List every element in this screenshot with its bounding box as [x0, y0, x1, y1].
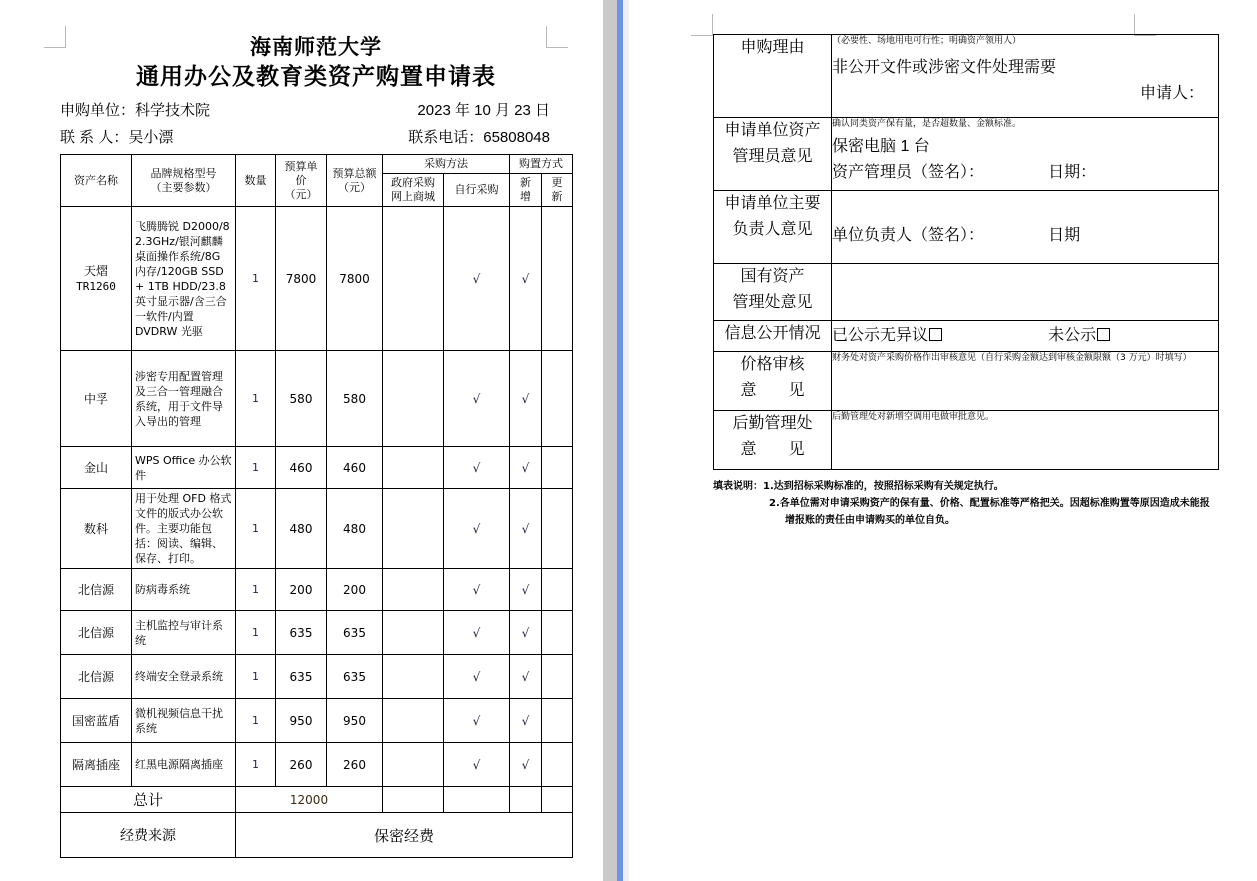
th-gov-mall: [383, 174, 444, 207]
cell-logistics: [832, 411, 1219, 470]
cell-asset-name: [61, 655, 132, 699]
page-title: [60, 34, 572, 91]
value-purchase-reason: 非公开文件或涉密文件处理需要: [832, 59, 1057, 76]
th-purchase-method: 采购方法: [383, 155, 510, 174]
asset-name-line1: 金山: [83, 460, 108, 475]
total-row: [61, 787, 573, 813]
th-renew-line2: 新: [551, 190, 563, 203]
th-unit-price-line2: 价: [295, 173, 307, 187]
cell-self-purchase: √: [444, 207, 510, 351]
cell-disclosure: [832, 321, 1219, 352]
cell-renew: [542, 489, 573, 569]
cell-total-price: 200: [327, 569, 383, 611]
th-spec-line1: 品牌规格型号: [150, 166, 217, 180]
cell-renew: [542, 655, 573, 699]
cell-quantity: 1: [236, 447, 276, 489]
label-purchase-reason: 申购理由: [714, 35, 832, 118]
page-divider: [603, 0, 629, 881]
label-applicant-signature: 申请人：: [1139, 85, 1204, 102]
cell-renew: [542, 743, 573, 787]
cell-state-asset-office: [832, 264, 1219, 321]
label-unit-leader-opinion: [714, 191, 832, 264]
label-asset-admin-date: 日期：: [1048, 164, 1097, 181]
cell-unit-leader-opinion: [832, 191, 1219, 264]
instructions-item-1: 1.达到招标采购标准的，按照招标采购有关规定执行。: [763, 481, 1004, 492]
cell-gov-mall: [383, 351, 444, 447]
cell-unit-price: 635: [276, 611, 327, 655]
cell-renew: [542, 351, 573, 447]
cell-purchase-reason: [832, 35, 1219, 118]
cell-new: √: [510, 655, 542, 699]
th-spec-model: [132, 155, 236, 207]
cell-spec-model: WPS Office 办公软件: [132, 447, 236, 489]
table-row: [61, 207, 573, 351]
cell-quantity: 1: [236, 743, 276, 787]
form-instructions: [713, 478, 1218, 529]
label-logistics-line2: 意 见: [740, 441, 805, 458]
cell-asset-name: [61, 569, 132, 611]
option-not-published-label: 未公示: [1048, 327, 1097, 344]
cell-self-purchase: √: [444, 611, 510, 655]
label-unit-leader-signature: 单位负责人（签名）：: [832, 227, 985, 244]
asset-name-line1: 北信源: [77, 669, 114, 684]
table-row: [61, 699, 573, 743]
th-total-price-line2: （元）: [338, 180, 371, 194]
table-row: [61, 351, 573, 447]
th-gov-mall-line2: 网上商城: [391, 190, 435, 203]
label-unit-leader-date: 日期: [1048, 227, 1081, 244]
cell-renew: [542, 699, 573, 743]
fund-source-row: [61, 813, 573, 858]
row-disclosure: [714, 321, 1219, 352]
asset-table-body: [61, 207, 573, 787]
cell-quantity: 1: [236, 569, 276, 611]
cell-new: √: [510, 351, 542, 447]
th-unit-price-line1: 预算单: [284, 159, 318, 173]
cell-gov-mall: [383, 611, 444, 655]
approval-table: [713, 34, 1219, 470]
th-quantity: 数量: [236, 155, 276, 207]
cell-new: √: [510, 569, 542, 611]
th-asset-name: 资产名称: [61, 155, 132, 207]
label-asset-admin-line2: 管理员意见: [732, 148, 813, 165]
row-logistics: [714, 411, 1219, 470]
cell-new: √: [510, 743, 542, 787]
cell-total-price: 260: [327, 743, 383, 787]
cell-self-purchase: √: [444, 655, 510, 699]
disclosure-options: [832, 321, 1218, 351]
cell-asset-name: [61, 489, 132, 569]
cell-price-review: [832, 352, 1219, 411]
cell-asset-admin-opinion: [832, 118, 1219, 191]
title-line-1: 海南师范大学: [250, 36, 382, 59]
th-self-purchase: 自行采购: [444, 174, 510, 207]
cropmark-page2-top-right: [1134, 14, 1156, 36]
cell-quantity: 1: [236, 207, 276, 351]
th-total-price-line1: 预算总额: [332, 166, 377, 180]
total-new: [510, 787, 542, 813]
cell-total-price: 7800: [327, 207, 383, 351]
label-asset-admin-signature: 资产管理员（签名）：: [832, 164, 985, 181]
cell-gov-mall: [383, 569, 444, 611]
th-unit-price: [276, 155, 327, 207]
cell-asset-name: [61, 699, 132, 743]
cell-gov-mall: [383, 447, 444, 489]
th-new: [510, 174, 542, 207]
asset-name-line1: 国密蓝盾: [71, 713, 120, 728]
instructions-title: 填表说明：: [713, 481, 763, 492]
cell-gov-mall: [383, 489, 444, 569]
meta-row-unit-date: [60, 99, 572, 120]
asset-name-line1: 数科: [83, 521, 108, 536]
cell-asset-name: [61, 351, 132, 447]
cell-quantity: 1: [236, 655, 276, 699]
label-disclosure: 信息公开情况: [714, 321, 832, 352]
cell-asset-name: [61, 743, 132, 787]
application-date: 2023 年 10 月 23 日: [417, 102, 550, 119]
total-self-purchase: [444, 787, 510, 813]
th-gov-mall-line1: 政府采购: [391, 176, 435, 189]
th-total-price: [327, 155, 383, 207]
page-1-content: [60, 34, 572, 858]
label-unit-leader-line1: 申请单位主要: [724, 195, 821, 212]
checkbox-not-published-icon[interactable]: [1097, 328, 1110, 341]
table-row: [61, 447, 573, 489]
cell-quantity: 1: [236, 611, 276, 655]
th-purchase-type: 购置方式: [510, 155, 573, 174]
cell-asset-name: [61, 207, 132, 351]
total-value: 12000: [236, 787, 383, 813]
cell-unit-price: 7800: [276, 207, 327, 351]
option-not-published[interactable]: [1048, 323, 1110, 349]
th-spec-line2: （主要参数）: [150, 180, 217, 194]
th-new-line2: 增: [520, 190, 531, 203]
row-price-review: [714, 352, 1219, 411]
cell-spec-model: 终端安全登录系统: [132, 655, 236, 699]
cell-renew: [542, 447, 573, 489]
cell-gov-mall: [383, 207, 444, 351]
cell-total-price: 635: [327, 655, 383, 699]
cell-total-price: 635: [327, 611, 383, 655]
fund-source-value: 保密经费: [236, 813, 573, 858]
cell-quantity: 1: [236, 699, 276, 743]
cell-quantity: 1: [236, 489, 276, 569]
row-asset-admin-opinion: [714, 118, 1219, 191]
cell-self-purchase: √: [444, 569, 510, 611]
hint-price-review: 财务处对资产采购价格作出审核意见（自行采购金额达到审核金额限额（3 万元）时填写）: [832, 353, 1192, 363]
cell-new: √: [510, 611, 542, 655]
cell-new: √: [510, 489, 542, 569]
cell-unit-price: 950: [276, 699, 327, 743]
cell-renew: [542, 611, 573, 655]
cell-total-price: 580: [327, 351, 383, 447]
row-purchase-reason: [714, 35, 1219, 118]
cell-spec-model: 涉密专用配置管理及三合一管理融合系统，用于文件导入导出的管理: [132, 351, 236, 447]
page-gap-gray-band: [603, 0, 617, 881]
row-state-asset-office-opinion: [714, 264, 1219, 321]
checkbox-published-icon[interactable]: [929, 328, 942, 341]
label-unit-leader-line2: 负责人意见: [732, 221, 813, 238]
asset-name-line1: 隔离插座: [71, 757, 120, 772]
table-row: [61, 743, 573, 787]
label-price-review-line1: 价格审核: [740, 356, 805, 373]
label-asset-admin-opinion: [714, 118, 832, 191]
label-price-review-line2: 意 见: [740, 382, 805, 399]
cell-self-purchase: √: [444, 447, 510, 489]
th-new-line1: 新: [520, 176, 531, 189]
cell-spec-model: 防病毒系统: [132, 569, 236, 611]
asset-purchase-table: [60, 154, 573, 858]
asset-name-line1: 北信源: [77, 582, 114, 597]
signature-row-unit-leader: [832, 223, 1218, 249]
instructions-item-3: 增报账的责任由申请购买的单位自负。: [785, 515, 955, 526]
value-asset-admin: 保密电脑 1 台: [832, 138, 930, 155]
cell-self-purchase: √: [444, 743, 510, 787]
cell-new: √: [510, 699, 542, 743]
title-line-2: 通用办公及教育类资产购置申请表: [136, 63, 496, 89]
cell-total-price: 480: [327, 489, 383, 569]
asset-name-line2: TR1260: [76, 279, 116, 293]
cell-asset-name: [61, 447, 132, 489]
cell-new: √: [510, 447, 542, 489]
cell-unit-price: 460: [276, 447, 327, 489]
cell-spec-model: 微机视频信息干扰系统: [132, 699, 236, 743]
cell-spec-model: 用于处理 OFD 格式文件的版式办公软件。主要功能包括：阅读、编辑、保存、打印。: [132, 489, 236, 569]
cell-total-price: 950: [327, 699, 383, 743]
cell-spec-model: 主机监控与审计系统: [132, 611, 236, 655]
cell-unit-price: 635: [276, 655, 327, 699]
contact-person: 联 系 人：吴小漂: [60, 129, 174, 146]
cell-quantity: 1: [236, 351, 276, 447]
table-header-row-1: [61, 155, 573, 174]
table-row: [61, 611, 573, 655]
cell-renew: [542, 569, 573, 611]
contact-phone: 联系电话：65808048: [408, 129, 550, 146]
option-published[interactable]: [832, 323, 1048, 349]
cell-gov-mall: [383, 699, 444, 743]
total-gov-mall: [383, 787, 444, 813]
option-published-label: 已公示无异议: [832, 327, 929, 344]
cell-unit-price: 200: [276, 569, 327, 611]
cell-self-purchase: √: [444, 489, 510, 569]
total-renew: [542, 787, 573, 813]
cropmark-page2-top-left: [691, 14, 713, 36]
cell-gov-mall: [383, 743, 444, 787]
cell-spec-model: 红黑电源隔离插座: [132, 743, 236, 787]
table-row: [61, 569, 573, 611]
label-price-review: [714, 352, 832, 411]
label-asset-admin-line1: 申请单位资产: [724, 122, 821, 139]
document-page-2: [629, 0, 1257, 881]
label-state-asset-line1: 国有资产: [740, 268, 805, 285]
label-logistics: [714, 411, 832, 470]
label-state-asset-line2: 管理处意见: [732, 294, 813, 311]
asset-table-footer: [61, 787, 573, 858]
hint-asset-admin: 确认同类资产保有量，是否超数量、金额标准。: [832, 119, 1022, 129]
cell-asset-name: [61, 611, 132, 655]
th-renew: [542, 174, 573, 207]
asset-name-line1: 天熠: [83, 263, 108, 278]
row-unit-leader-opinion: [714, 191, 1219, 264]
meta-row-contact: [60, 126, 572, 147]
page-2-content: [713, 34, 1218, 529]
label-state-asset-office: [714, 264, 832, 321]
document-page-1: [0, 0, 603, 881]
table-row: [61, 655, 573, 699]
cell-gov-mall: [383, 655, 444, 699]
signature-row-asset-admin: [832, 160, 1218, 186]
fund-source-label: 经费来源: [61, 813, 236, 858]
th-unit-price-line3: （元）: [284, 187, 318, 201]
applicant-unit: 申购单位：科学技术院: [60, 102, 211, 119]
instructions-item-2: 2.各单位需对申请采购资产的保有量、价格、配置标准等严格把关。因超标准购置等原因造成未能报: [769, 498, 1210, 509]
asset-name-line1: 北信源: [77, 625, 114, 640]
hint-logistics: 后勤管理处对新增空调用电做审批意见。: [832, 412, 995, 422]
cell-total-price: 460: [327, 447, 383, 489]
cell-unit-price: 260: [276, 743, 327, 787]
cell-unit-price: 580: [276, 351, 327, 447]
cell-self-purchase: √: [444, 699, 510, 743]
cell-unit-price: 480: [276, 489, 327, 569]
cell-renew: [542, 207, 573, 351]
table-row: [61, 489, 573, 569]
cell-self-purchase: √: [444, 351, 510, 447]
total-label: 总计: [61, 787, 236, 813]
hint-purchase-reason: （必要性、场地用电可行性；明确资产领用人）: [832, 36, 1022, 46]
th-renew-line1: 更: [551, 176, 563, 189]
cell-spec-model: 飞腾腾锐 D2000/8 2.3GHz/银河麒麟桌面操作系统/8G 内存/120GB SSD + 1TB HDD/23.8英寸显示器/含三合一软件/内置 DVDRW 光驱: [132, 207, 236, 351]
cell-new: √: [510, 207, 542, 351]
label-logistics-line1: 后勤管理处: [732, 415, 813, 432]
instructions-line-1: [713, 478, 1218, 495]
asset-name-line1: 中孚: [83, 391, 108, 406]
